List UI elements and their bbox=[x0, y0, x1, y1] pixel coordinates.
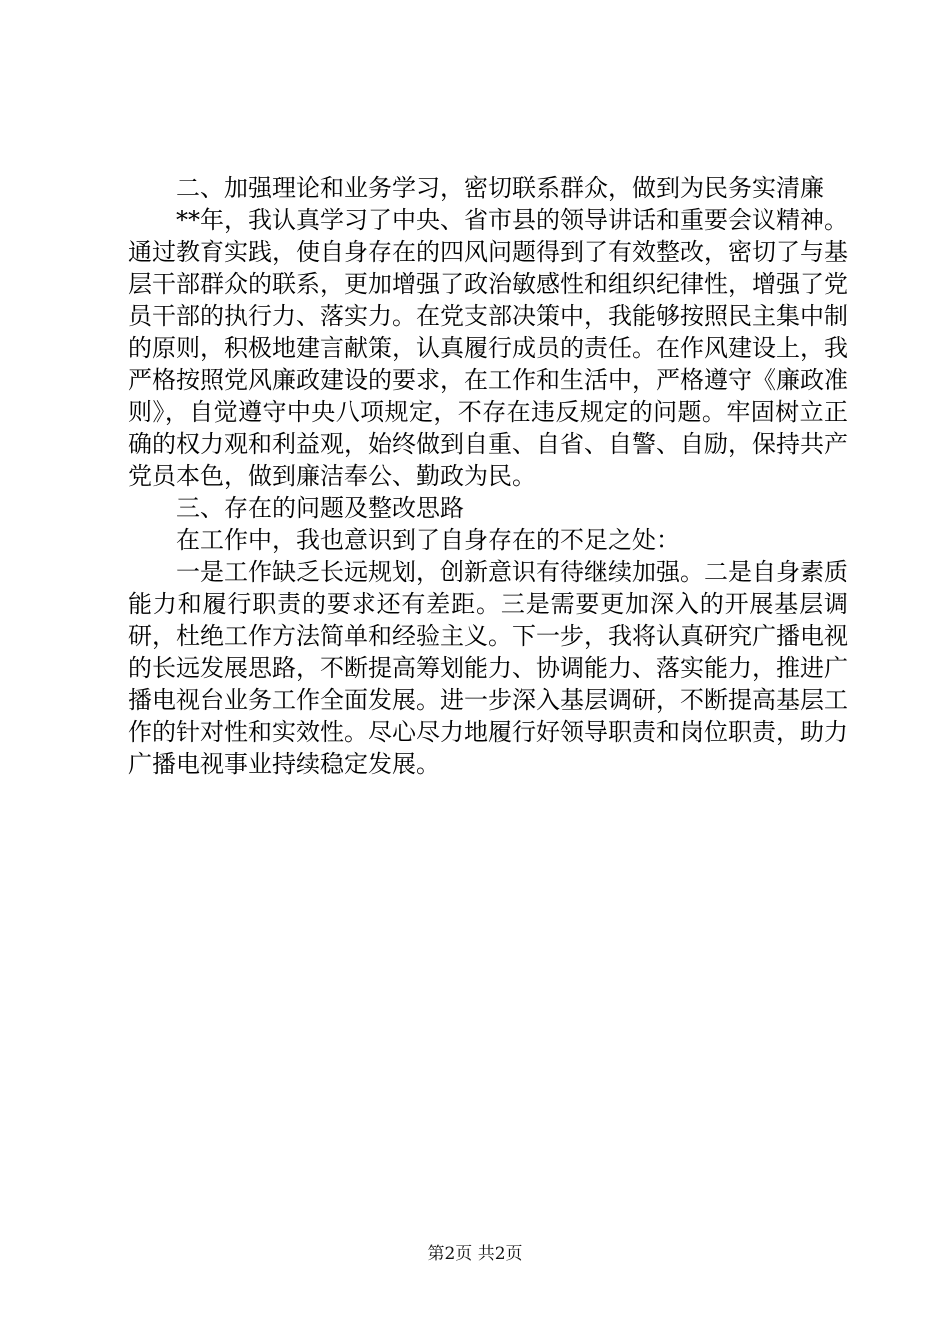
section-heading-3: 三、存在的问题及整改思路 bbox=[176, 494, 464, 522]
body-paragraph: 一是工作缺乏长远规划，创新意识有待继续加强。二是自身素质能力和履行职责的要求还有差距。三是需要更加深入的开展基层调研，杜绝工作方法简单和经验主义。下一步，我将认真研究广播电视的长远发展思路，不断提高筹划能力、协调能力、落实能力，推进广播电视台业务工作全面发展。进一步深入基层调研，不断提高基层工作的针对性和实效性。尽心尽力地履行好领导职责和岗位职责，助力广播电视事业持续稳定发展。 bbox=[128, 558, 848, 778]
page-footer: 第2页 共2页 bbox=[427, 1244, 523, 1264]
section-heading-2: 二、加强理论和业务学习，密切联系群众，做到为民务实清廉 bbox=[176, 174, 824, 202]
body-paragraph: 在工作中，我也意识到了自身存在的不足之处： bbox=[176, 526, 680, 554]
document-body bbox=[128, 172, 848, 780]
body-paragraph: **年，我认真学习了中央、省市县的领导讲话和重要会议精神。通过教育实践，使自身存在的四风问题得到了有效整改，密切了与基层干部群众的联系，更加增强了政治敏感性和组织纪律性，增强了党员干部的执行力、落实力。在党支部决策中，我能够按照民主集中制的原则，积极地建言献策，认真履行成员的责任。在作风建设上，我严格按照党风廉政建设的要求，在工作和生活中，严格遵守《廉政准则》，自觉遵守中央八项规定，不存在违反规定的问题。牢固树立正确的权力观和利益观，始终做到自重、自省、自警、自励，保持共产党员本色，做到廉洁奉公、勤政为民。 bbox=[128, 206, 848, 490]
